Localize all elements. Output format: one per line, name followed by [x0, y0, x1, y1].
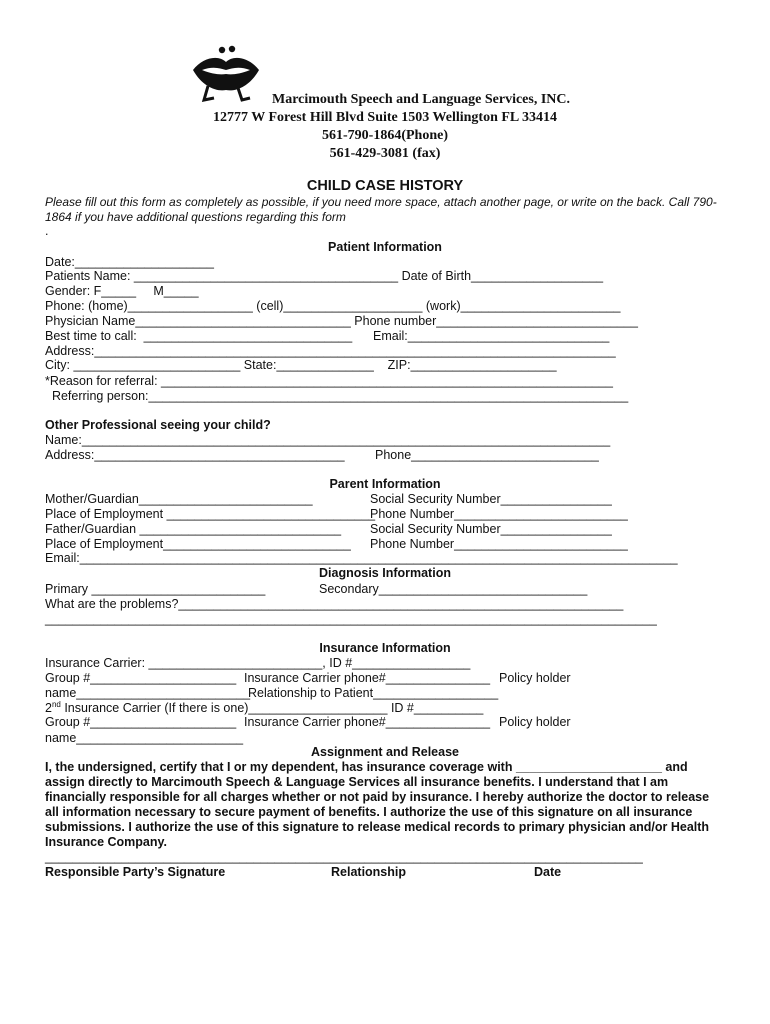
ssn1-field[interactable]: Social Security Number________________	[370, 492, 612, 506]
release-text: I, the undersigned, certify that I or my dependent, has insurance coverage with _____________________ and assign directly to Marcimouth Speech & Language Services all insurance benefits. I understand that I am financially responsible for all charges whether or not paid by insurance. I hereby authorize the doctor to release all information necessary to secure payment of benefits. I authorize the use of this signature on all insurance submissions. I authorize the use of this signature to release medical records to primary physician and/or Health Insurance Company.	[45, 760, 710, 849]
other-address-field[interactable]: Address:____________________________________	[45, 448, 345, 462]
other-name-field[interactable]: Name:____________________________________________________________________________	[45, 433, 611, 447]
relationship-label: Relationship	[331, 865, 407, 879]
intro-dot: .	[45, 224, 49, 238]
patient-name-field[interactable]: Patients Name: ______________________________________ Date of Birth___________________	[45, 269, 604, 283]
release-heading: Assignment and Release	[311, 745, 459, 759]
diagnosis-heading: Diagnosis Information	[319, 566, 451, 580]
group2-field[interactable]: Group #_____________________	[45, 715, 237, 729]
parent-heading: Parent Information	[329, 477, 441, 491]
company-phone: 561-790-1864(Phone)	[322, 128, 448, 143]
best-time-field[interactable]: Best time to call: ______________________________ Email:_____________________________	[45, 329, 610, 343]
second-carrier-field[interactable]: 2nd Insurance Carrier (If there is one)____________________ ID #__________	[45, 700, 484, 716]
patient-heading: Patient Information	[328, 240, 442, 254]
company-address: 12777 W Forest Hill Blvd Suite 1503 Wellington FL 33414	[213, 110, 557, 125]
mother-field[interactable]: Mother/Guardian_________________________	[45, 492, 313, 506]
policy-holder2-name-field[interactable]: name________________________	[45, 731, 244, 745]
policy-holder2-label: Policy holder	[499, 715, 571, 729]
patient-address-field[interactable]: Address:___________________________________________________________________________	[45, 344, 616, 358]
employ1-field[interactable]: Place of Employment ______________________________	[45, 507, 376, 521]
patient-phone-field[interactable]: Phone: (home)__________________ (cell)____________________ (work)_______________________	[45, 299, 621, 313]
insurance-heading: Insurance Information	[319, 641, 451, 655]
problems-line[interactable]: ________________________________________________________________________________________	[45, 612, 657, 626]
date-label: Date	[534, 865, 562, 879]
form-title: CHILD CASE HISTORY	[306, 178, 464, 194]
patient-gender-field[interactable]: Gender: F_____ M_____	[45, 284, 199, 298]
policy-holder1-name-field[interactable]: name_________________________	[45, 686, 251, 700]
problems-field[interactable]: What are the problems?________________________________________________________________	[45, 597, 624, 611]
company-fax: 561-429-3081 (fax)	[329, 146, 441, 161]
other-phone-field[interactable]: Phone___________________________	[375, 448, 599, 462]
secondary-diagnosis-field[interactable]: Secondary______________________________	[319, 582, 588, 596]
employ2-field[interactable]: Place of Employment___________________________	[45, 537, 351, 551]
group1-field[interactable]: Group #_____________________	[45, 671, 237, 685]
primary-diagnosis-field[interactable]: Primary _________________________	[45, 582, 266, 596]
relationship-field[interactable]: Relationship to Patient__________________	[248, 686, 499, 700]
phone2-field[interactable]: Phone Number_________________________	[370, 537, 628, 551]
ssn2-field[interactable]: Social Security Number________________	[370, 522, 612, 536]
insurance-carrier-field[interactable]: Insurance Carrier: _________________________, ID #_________________	[45, 656, 471, 670]
father-field[interactable]: Father/Guardian _____________________________	[45, 522, 342, 536]
parent-email-field[interactable]: Email:______________________________________________________________________________________	[45, 551, 678, 565]
carrier-phone1-field[interactable]: Insurance Carrier phone#_______________	[244, 671, 491, 685]
other-professional-heading: Other Professional seeing your child?	[45, 418, 271, 432]
physician-field[interactable]: Physician Name_______________________________ Phone number_____________________________	[45, 314, 638, 328]
company-name: Marcimouth Speech and Language Services, INC.	[271, 92, 571, 107]
policy-holder1-label: Policy holder	[499, 671, 571, 685]
patient-city-field[interactable]: City: ________________________ State:______________ ZIP:_____________________	[45, 358, 557, 372]
referring-person-field[interactable]: Referring person:_____________________________________________________________________	[45, 389, 629, 403]
form-intro: Please fill out this form as completely as possible, if you need more space, attach another page, or write on the back. Call 790-1864 if you have additional questions regarding this form	[45, 195, 717, 224]
referral-reason-field[interactable]: *Reason for referral: _________________________________________________________________	[45, 374, 613, 388]
carrier-phone2-field[interactable]: Insurance Carrier phone#_______________	[244, 715, 491, 729]
signature-label: Responsible Party’s Signature	[45, 865, 226, 879]
phone1-field[interactable]: Phone Number_________________________	[370, 507, 628, 521]
signature-line[interactable]: ______________________________________________________________________________________	[45, 850, 643, 864]
patient-date-field[interactable]: Date:____________________	[45, 255, 214, 269]
